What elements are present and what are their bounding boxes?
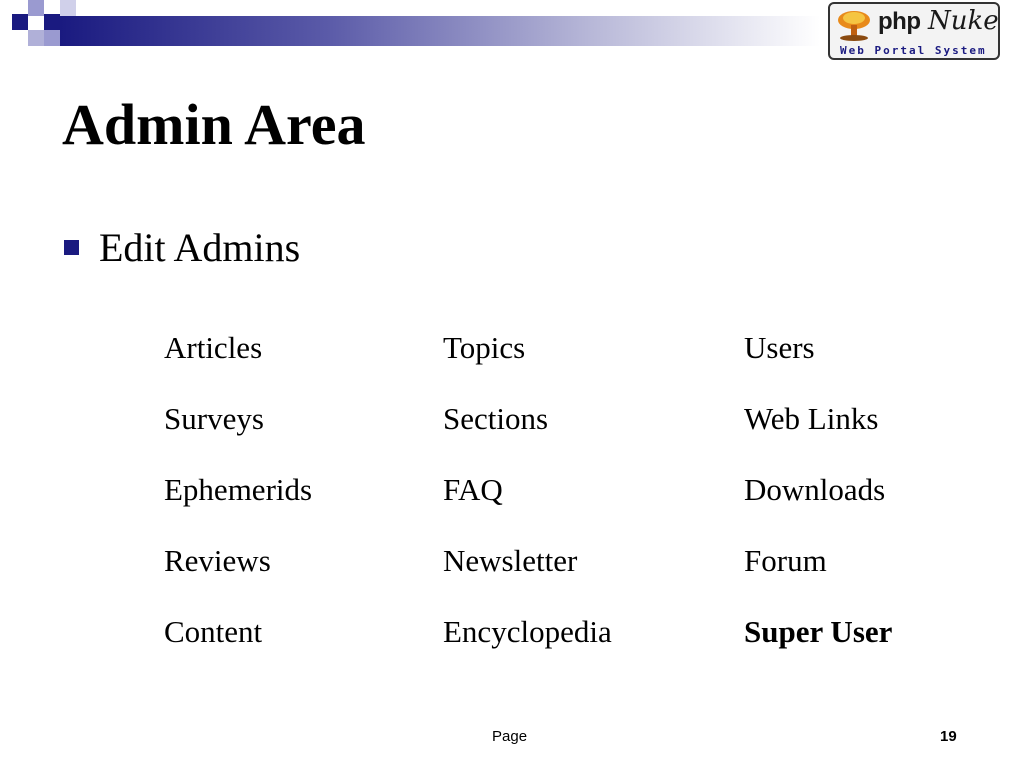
grid-cell: Forum (744, 543, 827, 578)
grid-cell: Reviews (164, 543, 271, 578)
logo-nuke-text: Nuke (928, 6, 999, 36)
header-gradient-bar (60, 16, 820, 46)
grid-cell: Downloads (744, 472, 886, 507)
grid-cell: FAQ (443, 472, 503, 507)
logo-php-text: php (878, 8, 921, 35)
grid-cell: Surveys (164, 401, 264, 436)
grid-cell: Ephemerids (164, 472, 313, 507)
grid-cell: Content (164, 614, 263, 649)
grid-cell: Web Links (744, 401, 879, 436)
grid-cell: Articles (164, 330, 263, 365)
admin-modules-grid (164, 328, 984, 652)
bullet-square (64, 240, 79, 255)
grid-cell: Users (744, 330, 815, 365)
footer-page-label: Page (492, 728, 528, 745)
grid-cell: Sections (443, 401, 549, 436)
grid-cell: Encyclopedia (443, 614, 612, 649)
logo-tagline: Web Portal System (840, 44, 987, 57)
grid-cell-super-user: Super User (744, 614, 893, 649)
bullet-item (64, 224, 300, 271)
phpnuke-logo (828, 2, 1000, 60)
mushroom-cloud-icon (836, 10, 872, 47)
grid-cell: Newsletter (443, 543, 578, 578)
slide-title: Admin Area (62, 92, 366, 157)
bullet-text: Edit Admins (99, 225, 301, 270)
grid-cell: Topics (443, 330, 526, 365)
footer-page-number: 19 (940, 728, 957, 745)
